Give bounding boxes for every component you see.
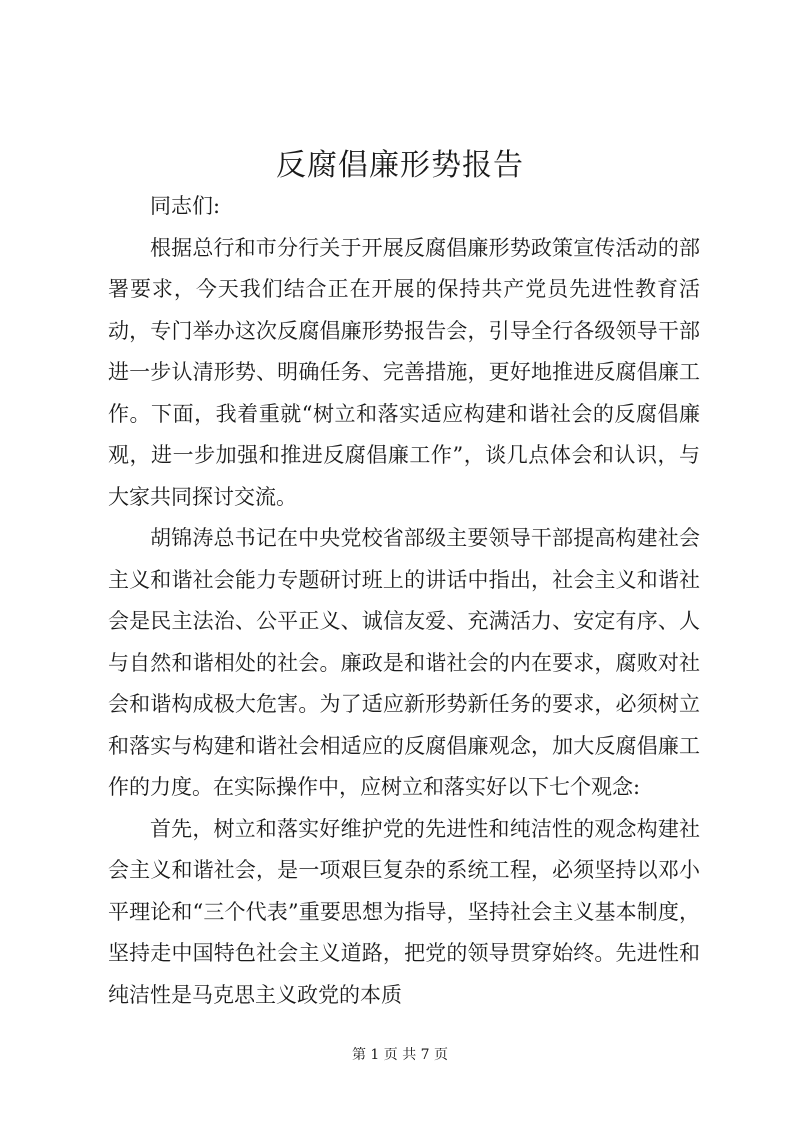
paragraph-1: 根据总行和市分行关于开展反腐倡廉形势政策宣传活动的部署要求，今天我们结合正在开展的保持共产党员先进性教育活动，专门举办这次反腐倡廉形势报告会，引导全行各级领导干部进一步认清形势、明确任务、完善措施，更好地推进反腐倡廉工作。下面，我着重就“树立和落实适应构建和谐社会的反腐倡廉观，进一步加强和推进反腐倡廉工作”，谈几点体会和认识，与大家共同探讨交流。 [108, 235, 700, 509]
document-body [108, 186, 700, 1016]
paragraph-2: 胡锦涛总书记在中央党校省部级主要领导干部提高构建社会主义和谐社会能力专题研讨班上的讲话中指出，社会主义和谐社会是民主法治、公平正义、诚信友爱、充满活力、安定有序、人与自然和谐相处的社会。廉政是和谐社会的内在要求，腐败对社会和谐构成极大危害。为了适应新形势新任务的要求，必须树立和落实与构建和谐社会相适应的反腐倡廉观念，加大反腐倡廉工作的力度。在实际操作中，应树立和落实好以下七个观念: [108, 526, 700, 799]
document-title: 反腐倡廉形势报告 [276, 148, 524, 183]
page-footer: 第 1 页 共 7 页 [351, 1047, 449, 1063]
paragraph-3: 首先，树立和落实好维护党的先进性和纯洁性的观念构建社会主义和谐社会，是一项艰巨复杂的系统工程，必须坚持以邓小平理论和“三个代表”重要思想为指导，坚持社会主义基本制度，坚持走中国特色社会主义道路，把党的领导贯穿始终。先进性和纯洁性是马克思主义政党的本质 [108, 816, 700, 1007]
greeting: 同志们: [150, 194, 221, 218]
